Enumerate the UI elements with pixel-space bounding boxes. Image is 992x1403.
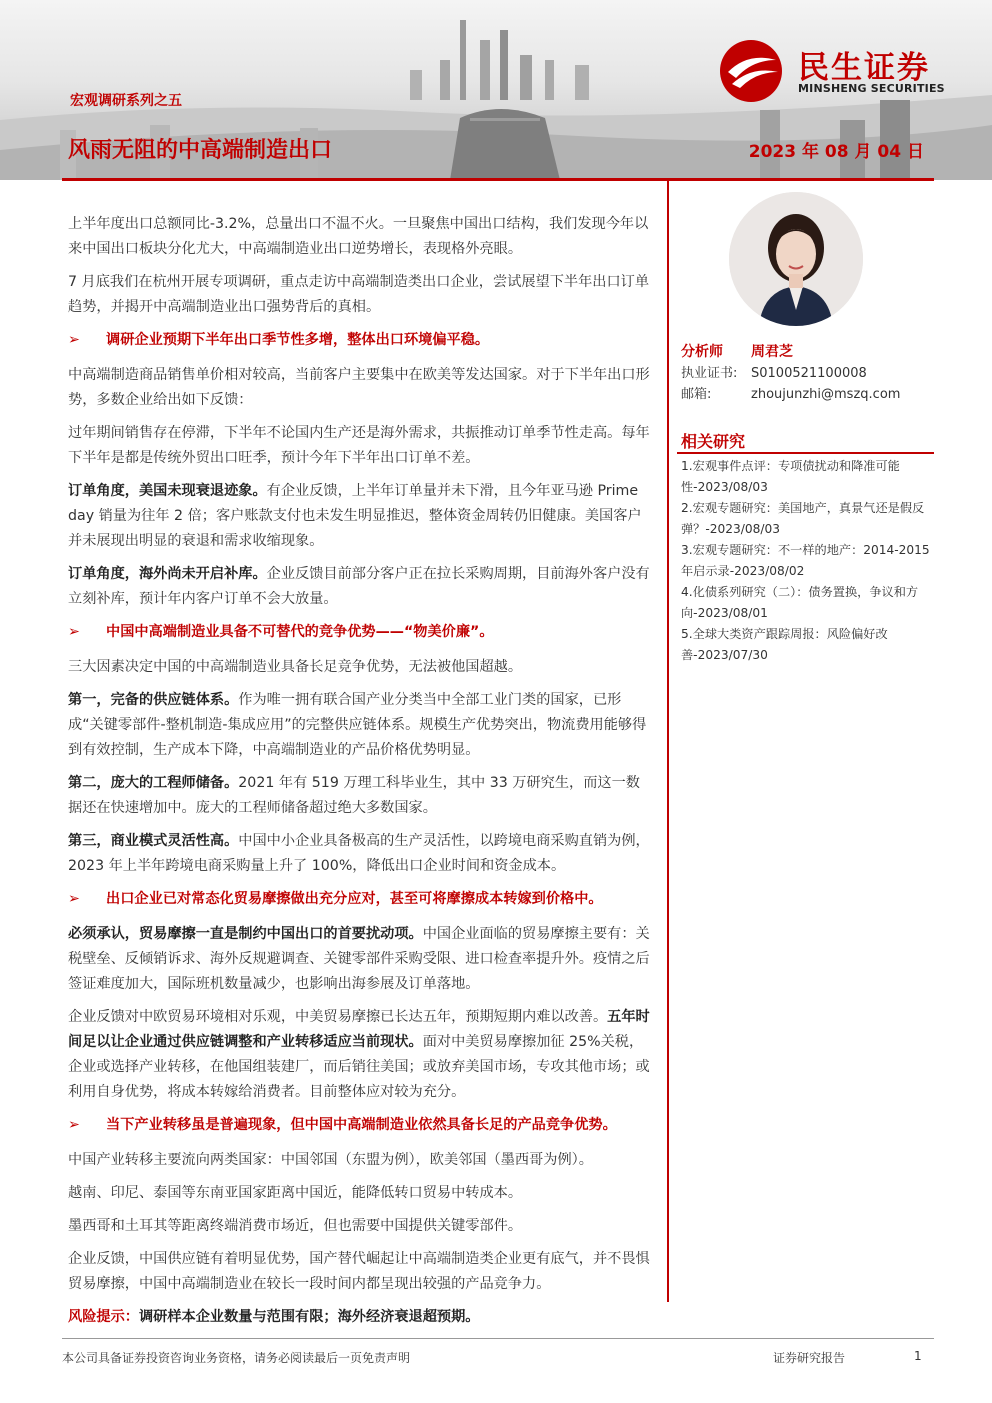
paragraph: 越南、印尼、泰国等东南亚国家距离中国近，能降低转口贸易中转成本。 [68,1185,523,1201]
arrow-icon: ➢ [68,891,80,907]
column-divider [667,180,669,1302]
paragraph: 第三，商业模式灵活性高。中国中小企业具备极高的生产灵活性，以跨境电商采购直销为例，2023 年上半年跨境电商采购量上升了 100%，降低出口企业时间和资金成本。 [68,833,650,874]
paragraph: 必须承认，贸易摩擦一直是制约中国出口的首要扰动项。中国企业面临的贸易摩擦主要有：关税壁垒、反倾销诉求、海外反规避调查、关键零部件采购受限、进口检查率提升外。疫情之后签证难度加大，国际班机数量减少，也影响出海参展及订单落地。 [68,926,650,992]
header-divider [62,178,934,181]
key-point: ➢ 中国中高端制造业具备不可替代的竞争优势——“物美价廉”。 [68,620,651,645]
paragraph: 订单角度，海外尚未开启补库。企业反馈目前部分客户正在拉长采购周期，目前海外客户没有立刻补库，预计年内客户订单不会大放量。 [68,566,650,607]
key-point: ➢ 当下产业转移虽是普遍现象，但中国中高端制造业依然具备长足的产品竞争优势。 [68,1113,651,1138]
footer-report-type: 证券研究报告 [773,1351,846,1365]
arrow-icon: ➢ [68,332,80,348]
paragraph: 第一，完备的供应链体系。作为唯一拥有联合国产业分类当中全部工业门类的国家，已形成“关键零部件-整机制造-集成应用”的完整供应链体系。规模生产优势突出，物流费用能够得到有效控制，生产成本下降，中高端制造业的产品价格优势明显。 [68,692,647,758]
analyst-name: 周君芝 [751,344,793,360]
cert-number: S0100521100008 [751,366,867,381]
series-label: 宏观调研系列之五 [70,93,182,109]
paragraph: 中国产业转移主要流向两类国家：中国邻国（东盟为例），欧美邻国（墨西哥为例）。 [68,1152,593,1168]
related-research-item[interactable]: 4.化债系列研究（二）：债务置换，争议和方向-2023/08/01 [681,585,919,620]
paragraph: 过年期间销售存在停滞，下半年不论国内生产还是海外需求，共振推动订单季节性走高。每年下半年是都是传统外贸出口旺季，预计今年下半年出口订单不差。 [68,425,650,466]
key-point: ➢ 调研企业预期下半年出口季节性多增，整体出口环境偏平稳。 [68,328,651,353]
document-date: 2023 年 08 月 04 日 [748,142,924,162]
logo-chinese-name: 民生证券 [798,50,930,86]
analyst-portrait-icon [729,192,863,326]
related-research-divider [677,452,934,454]
paragraph: 订单角度，美国未现衰退迹象。有企业反馈，上半年订单量并未下滑，且今年亚马逊 Prime day 销量为往年 2 倍；客户账款支付也未发生明显推迟，整体资金周转仍旧健康。美国客户并未展现出明显的衰退和需求收缩现象。 [68,483,642,549]
arrow-icon: ➢ [68,1117,80,1133]
analyst-role: 分析师 [681,344,723,360]
analyst-info [681,342,931,405]
email-label: 邮箱: [681,387,712,402]
page-number: 1 [914,1349,922,1363]
analyst-photo [729,192,863,326]
related-research-item[interactable]: 2.宏观专题研究：美国地产，真景气还是假反弹？-2023/08/03 [681,501,925,536]
logo-emblem-icon [718,38,788,104]
key-point: ➢ 出口企业已对常态化贸易摩擦做出充分应对，甚至可将摩擦成本转嫁到价格中。 [68,887,651,912]
document-title: 风雨无阻的中高端制造出口 [68,138,333,163]
paragraph: 第二，庞大的工程师储备。2021 年有 519 万理工科毕业生，其中 33 万研究生，而这一数据还在快速增加中。庞大的工程师储备超过绝大多数国家。 [68,775,640,816]
arrow-icon: ➢ [68,624,80,640]
paragraph: 企业反馈对中欧贸易环境相对乐观，中美贸易摩擦已长达五年，预期短期内难以改善。五年时间足以让企业通过供应链调整和产业转移适应当前现状。面对中美贸易摩擦加征 25%关税，企业或选择产业转移，在他国组装建厂，而后销往美国；或放弃美国市场，专攻其他市场；或利用自身优势，将成本转嫁给消费者。目前整体应对较为充分。 [68,1009,650,1100]
paragraph: 三大因素决定中国的中高端制造业具备长足竞争优势，无法被他国超越。 [68,659,523,675]
related-research-title: 相关研究 [681,432,746,451]
paragraph: 7 月底我们在杭州开展专项调研，重点走访中高端制造类出口企业，尝试展望下半年出口订单趋势，并揭开中高端制造业出口强势背后的真相。 [68,274,650,315]
cert-label: 执业证书: [681,366,738,381]
logo-english-name: MINSHENG SECURITIES [798,82,945,95]
minsheng-logo [718,38,968,104]
related-research-item[interactable]: 1.宏观事件点评：专项债扰动和降准可能性-2023/08/03 [681,459,900,494]
main-body [68,212,651,1338]
analyst-email[interactable]: zhoujunzhi@mszq.com [751,387,901,402]
footer-disclaimer: 本公司具备证券投资咨询业务资格，请务必阅读最后一页免责声明 [62,1351,411,1365]
related-research-item[interactable]: 3.宏观专题研究：不一样的地产：2014-2015 年启示录-2023/08/02 [681,543,930,578]
paragraph: 上半年度出口总额同比-3.2%，总量出口不温不火。一旦聚焦中国出口结构，我们发现今年以来中国出口板块分化尤大，中高端制造业出口逆势增长，表现格外亮眼。 [68,216,649,257]
related-research-list [681,456,931,666]
paragraph: 中高端制造商品销售单价相对较高，当前客户主要集中在欧美等发达国家。对于下半年出口形势，多数企业给出如下反馈： [68,367,650,408]
paragraph: 企业反馈，中国供应链有着明显优势，国产替代崛起让中高端制造类企业更有底气，并不畏惧贸易摩擦，中国中高端制造业在较长一段时间内都呈现出较强的产品竞争力。 [68,1251,650,1292]
risk-warning: 风险提示：调研样本企业数量与范围有限；海外经济衰退超预期。 [68,1309,480,1325]
paragraph: 墨西哥和土耳其等距离终端消费市场近，但也需要中国提供关键零部件。 [68,1218,523,1234]
related-research-item[interactable]: 5.全球大类资产跟踪周报：风险偏好改善-2023/07/30 [681,627,888,662]
footer-divider [62,1338,934,1339]
header-banner [0,0,992,180]
